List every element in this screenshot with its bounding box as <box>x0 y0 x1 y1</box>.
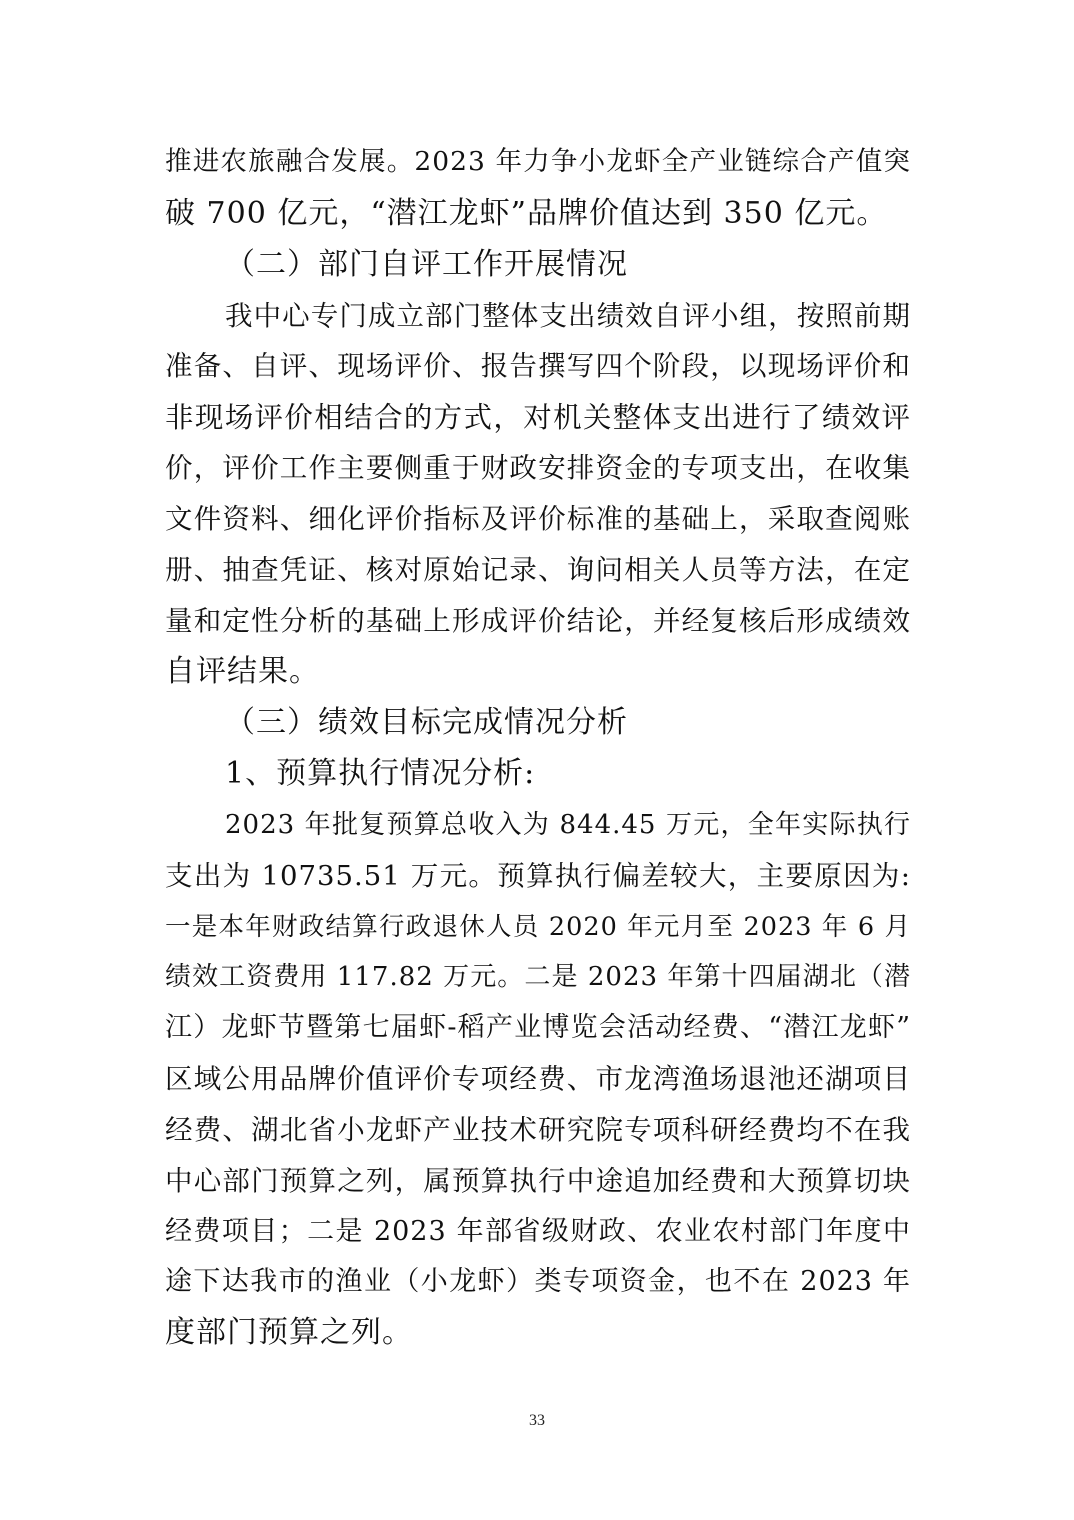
body-text-line: 江）龙虾节暨第七届虾-稻产业博览会活动经费、“潜江龙虾” <box>165 1012 911 1043</box>
body-text-line: 支出为 10735.51 万元。预算执行偏差较大，主要原因为: <box>165 860 911 892</box>
body-text-line: 我中心专门成立部门整体支出绩效自评小组，按照前期 <box>225 300 911 332</box>
body-text-line: 量和定性分析的基础上形成评价结论，并经复核后形成绩效 <box>165 605 911 637</box>
body-text-line: 文件资料、细化评价指标及评价标准的基础上，采取查阅账 <box>165 503 911 535</box>
body-text-line: 2023 年批复预算总收入为 844.45 万元，全年实际执行 <box>225 810 911 840</box>
section-heading: （二）部门自评工作开展情况 <box>225 247 628 282</box>
body-text-line: 一是本年财政结算行政退休人员 2020 年元月至 2023 年 6 月 <box>165 912 911 942</box>
body-text-line: 非现场评价相结合的方式，对机关整体支出进行了绩效评 <box>165 401 911 434</box>
subsection-heading: 1、预算执行情况分析: <box>225 756 536 791</box>
body-text-line: 经费、湖北省小龙虾产业技术研究院专项科研经费均不在我 <box>165 1114 911 1146</box>
body-text-line: 价，评价工作主要侧重于财政安排资金的专项支出，在收集 <box>165 452 911 484</box>
body-text-line: 自评结果。 <box>165 654 320 689</box>
body-text-line: 中心部门预算之列，属预算执行中途追加经费和大预算切块 <box>165 1165 911 1197</box>
body-text-line: 途下达我市的渔业（小龙虾）类专项资金，也不在 2023 年 <box>165 1266 911 1297</box>
body-text-line: 破 700 亿元，“潜江龙虾”品牌价值达到 350 亿元。 <box>165 196 888 231</box>
body-text-line: 册、抽查凭证、核对原始记录、询问相关人员等方法，在定 <box>165 554 911 586</box>
body-text-line: 经费项目；二是 2023 年部省级财政、农业农村部门年度中 <box>165 1216 911 1247</box>
body-text-line: 区域公用品牌价值评价专项经费、市龙湾渔场退池还湖项目 <box>165 1063 911 1095</box>
body-text-line: 度部门预算之列。 <box>165 1315 413 1350</box>
body-text-line: 绩效工资费用 117.82 万元。二是 2023 年第十四届湖北（潜 <box>165 962 911 992</box>
page-number: 33 <box>529 1412 545 1429</box>
body-text-line: 准备、自评、现场评价、报告撰写四个阶段，以现场评价和 <box>165 350 911 382</box>
section-heading: （三）绩效目标完成情况分析 <box>225 705 628 740</box>
body-text-line: 推进农旅融合发展。2023 年力争小龙虾全产业链综合产值突 <box>165 146 911 177</box>
